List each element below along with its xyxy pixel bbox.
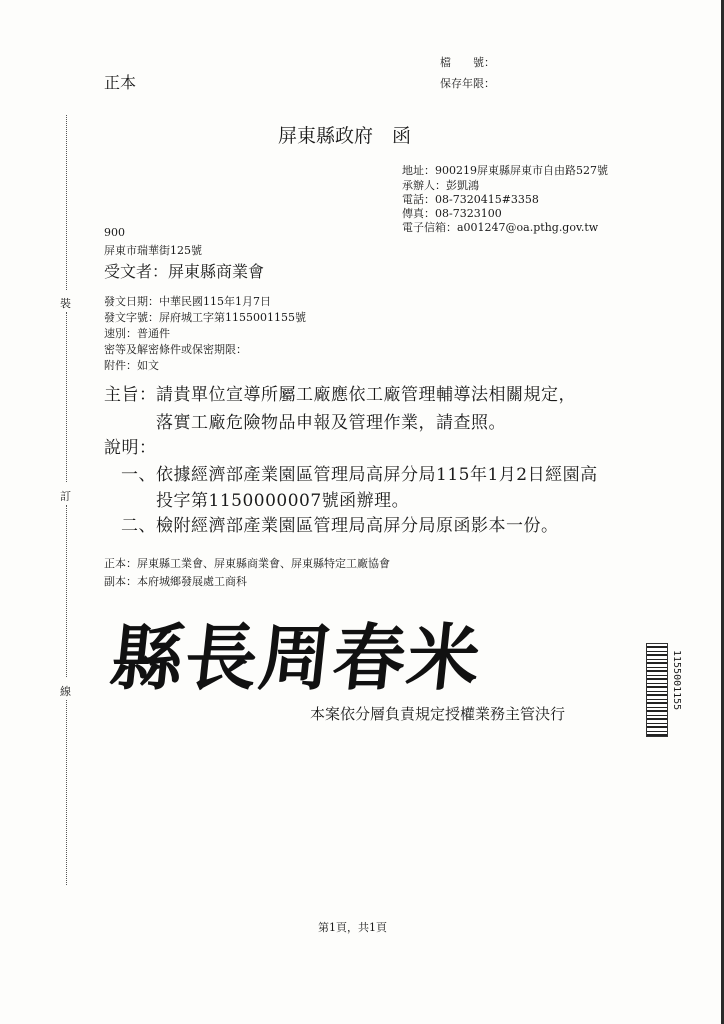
barcode-number: 1155001155 — [671, 650, 682, 711]
binding-line-mid — [66, 312, 67, 482]
recipient-zip: 900 — [104, 226, 125, 239]
distribution-copy: 副本：本府城鄉發展處工商科 — [104, 575, 247, 588]
attachment: 附件：如文 — [104, 359, 159, 372]
recipient-name: 受文者：屏東縣商業會 — [104, 262, 265, 281]
delegation-note: 本案依分層負責規定授權業務主管決行 — [310, 705, 566, 723]
issue-date: 發文日期：中華民國115年1月7日 — [104, 295, 271, 308]
contact-phone: 電話：08-7320415#3358 — [402, 193, 539, 206]
subject-label: 主旨： — [104, 385, 157, 405]
document-barcode — [646, 643, 668, 737]
contact-address: 地址：900219屏東縣屏東市自由路527號 — [402, 164, 608, 177]
retention-label: 保存年限： — [440, 77, 495, 90]
contact-handler: 承辦人：彭凱鴻 — [402, 179, 479, 192]
security-level: 密等及解密條件或保密期限： — [104, 343, 247, 356]
delivery-speed: 速別：普通件 — [104, 327, 170, 340]
binding-line-bottom — [66, 700, 67, 885]
binding-line-top — [66, 115, 67, 290]
document-title: 屏東縣政府 函 — [278, 125, 412, 147]
distribution-original: 正本：屏東縣工業會、屏東縣商業會、屏東縣特定工廠協會 — [104, 557, 390, 570]
binding-mark-ding: 訂 — [60, 490, 71, 503]
subject-line-2: 落實工廠危險物品申報及管理作業，請查照。 — [156, 413, 506, 433]
binding-mark-xian: 線 — [60, 685, 71, 698]
explanation-label: 說明： — [104, 438, 157, 458]
page-footer: 第1頁，共1頁 — [318, 921, 387, 934]
binding-line-low — [66, 505, 67, 677]
document-number: 發文字號：屏府城工字第1155001155號 — [104, 311, 306, 324]
subject-line-1: 請貴單位宣導所屬工廠應依工廠管理輔導法相關規定， — [156, 385, 576, 405]
explanation-item-1-line-1: 一、依據經濟部產業園區管理局高屏分局115年1月2日經園高 — [121, 465, 598, 485]
contact-email: 電子信箱：a001247@oa.pthg.gov.tw — [402, 221, 599, 234]
contact-fax: 傳真：08-7323100 — [402, 207, 502, 220]
binding-mark-zhuang: 裝 — [60, 297, 71, 310]
explanation-item-1-line-2: 投字第1150000007號函辦理。 — [156, 491, 410, 511]
file-number-label: 檔 號： — [440, 56, 495, 69]
magistrate-signature-seal: 縣長周春米 — [106, 615, 486, 700]
explanation-item-2: 二、檢附經濟部產業園區管理局高屏分局原函影本一份。 — [121, 516, 559, 536]
recipient-address: 屏東市瑞華街125號 — [104, 244, 202, 257]
original-copy-label: 正本 — [104, 73, 137, 92]
